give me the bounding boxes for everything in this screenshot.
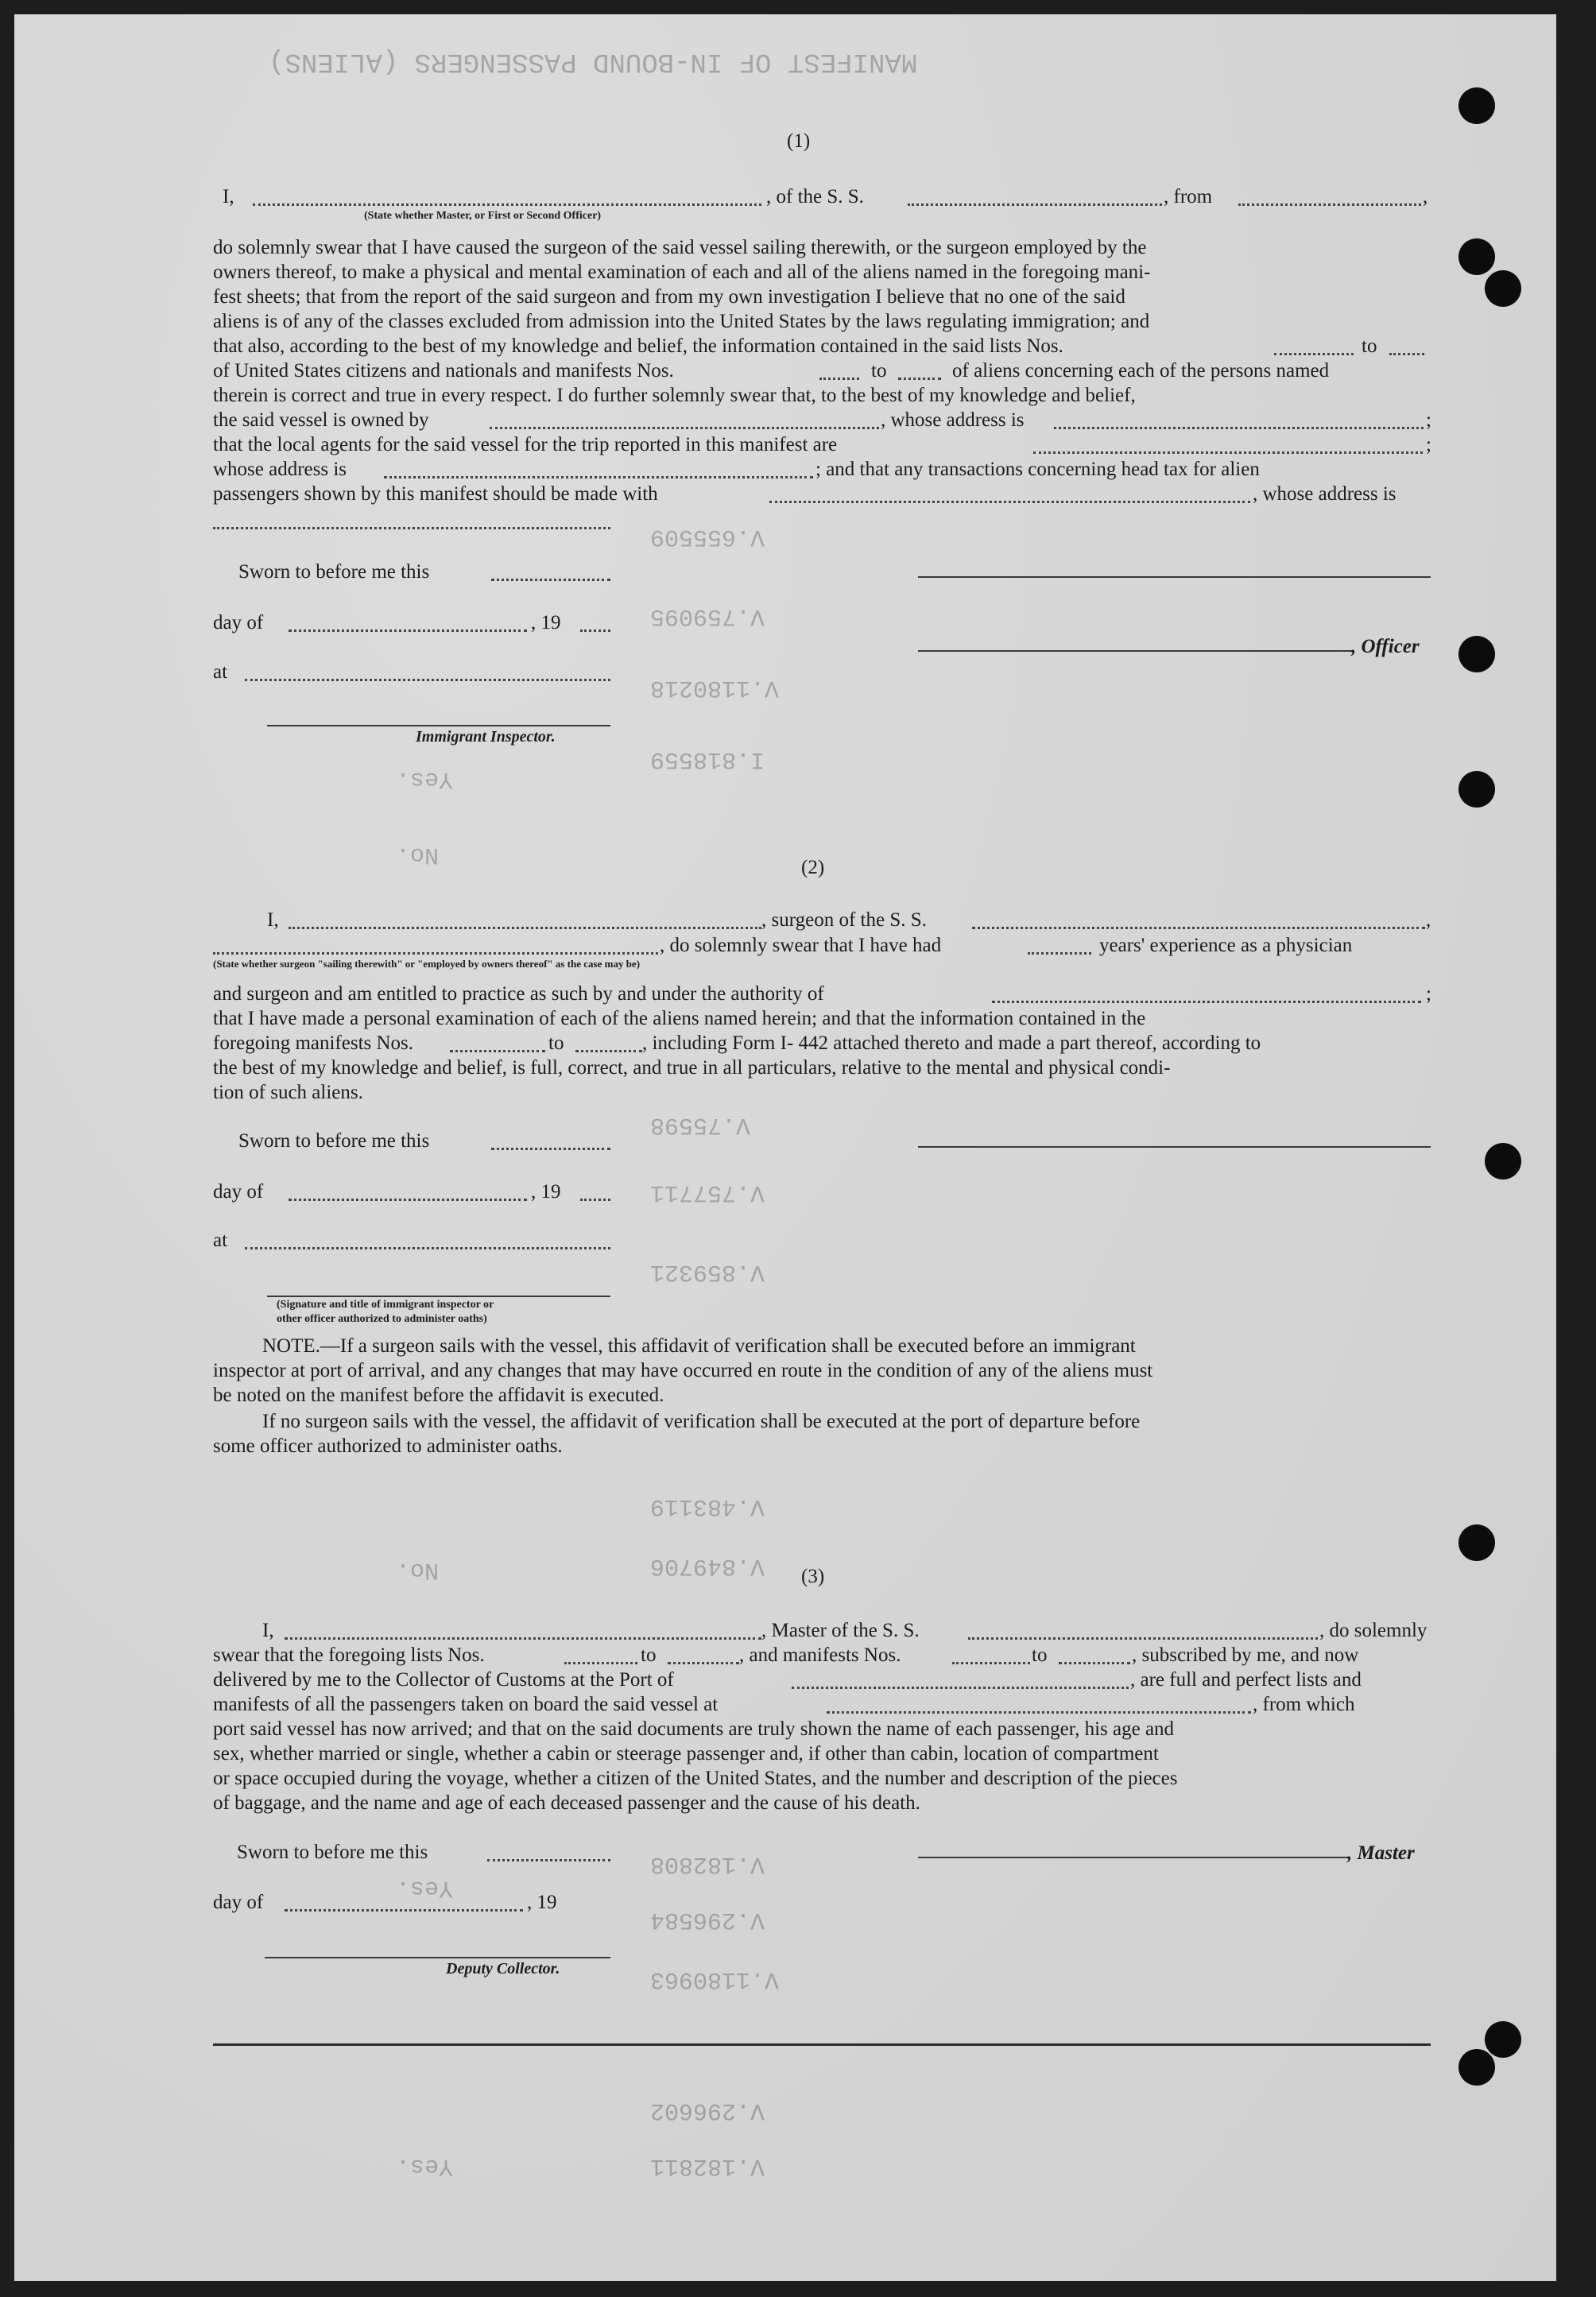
punch-hole xyxy=(1458,1524,1495,1561)
note-text: If no surgeon sails with the vessel, the affidavit of verification shall be executed at the port of departure before xyxy=(262,1411,1141,1432)
blank-field xyxy=(245,1247,610,1249)
blank-field xyxy=(253,203,761,206)
bleed-through-text: Yes. xyxy=(396,1874,454,1901)
blank-field xyxy=(490,427,879,429)
form-text: , xyxy=(1426,909,1431,931)
blank-field xyxy=(968,1637,1318,1640)
form-text: the said vessel is owned by xyxy=(213,409,429,431)
form-text: fest sheets; that from the report of the said surgeon and from my own investigation I believe that no one of the said xyxy=(213,286,1125,308)
manifest-page xyxy=(14,14,1556,2281)
blank-field xyxy=(285,1909,523,1912)
form-text: manifests of all the passengers taken on board the said vessel at xyxy=(213,1694,719,1715)
blank-field xyxy=(384,476,813,478)
form-text: , do solemnly swear that I have had xyxy=(660,935,942,956)
signature-note: (Signature and title of immigrant inspector or xyxy=(277,1299,494,1311)
blank-field xyxy=(1389,353,1424,355)
form-text: to xyxy=(641,1644,657,1666)
blank-field xyxy=(289,629,527,632)
form-text: , including Form I- 442 attached thereto and made a part thereof, according to xyxy=(642,1032,1261,1054)
bleed-through-text: V.655509 xyxy=(650,523,765,550)
punch-hole xyxy=(1485,270,1521,307)
bleed-through-text: V.296602 xyxy=(650,2097,765,2124)
form-text: , of the S. S. xyxy=(766,186,864,207)
blank-field xyxy=(769,501,1250,503)
form-text: , xyxy=(1423,186,1428,207)
blank-field xyxy=(992,1001,1421,1003)
year-label: , 19 xyxy=(531,1181,561,1203)
form-text: , subscribed by me, and now xyxy=(1132,1644,1359,1666)
blank-field xyxy=(952,1662,1030,1664)
signature-line xyxy=(267,725,610,726)
form-text: delivered by me to the Collector of Customs at the Port of xyxy=(213,1669,674,1691)
signature-note: other officer authorized to administer oaths) xyxy=(277,1313,487,1325)
bleed-through-text: I.818559 xyxy=(650,746,765,773)
form-text: , are full and perfect lists and xyxy=(1130,1669,1362,1691)
signature-line xyxy=(918,1146,1431,1148)
form-text: , from which xyxy=(1253,1694,1355,1715)
form-text: , surgeon of the S. S. xyxy=(761,909,927,931)
officer-label: , Officer xyxy=(1351,636,1420,657)
blank-field xyxy=(898,378,941,380)
form-text: that I have made a personal examination of each of the aliens named herein; and that the information contained in the xyxy=(213,1008,1146,1029)
form-text: , Master of the S. S. xyxy=(761,1620,920,1641)
signature-line xyxy=(918,650,1351,652)
blank-field xyxy=(827,1711,1251,1714)
punch-hole xyxy=(1458,771,1495,808)
year-label: , 19 xyxy=(527,1892,557,1913)
blank-field xyxy=(1238,203,1421,206)
at-label: at xyxy=(213,1230,228,1251)
bleed-through-text: V.759095 xyxy=(650,602,765,629)
form-text: , from xyxy=(1164,186,1213,207)
form-text: aliens is of any of the classes excluded from admission into the United States by the laws regulating immigration; and xyxy=(213,311,1150,332)
form-text: of United States citizens and nationals and manifests Nos. xyxy=(213,360,674,382)
blank-field xyxy=(450,1050,545,1052)
bleed-through-text: V.849706 xyxy=(650,1552,765,1579)
bleed-through-text: No. xyxy=(396,1556,440,1583)
form-text: do solemnly swear that I have caused the surgeon of the said vessel sailing therewith, or the surgeon employed by the xyxy=(213,237,1147,258)
signature-line xyxy=(265,1957,610,1958)
form-text: foregoing manifests Nos. xyxy=(213,1032,414,1054)
form-text: , whose address is xyxy=(1253,483,1396,505)
form-text: , whose address is xyxy=(881,409,1025,431)
section-number: (2) xyxy=(801,857,825,878)
blank-field xyxy=(972,927,1425,929)
blank-field xyxy=(1274,353,1354,355)
year-label: , 19 xyxy=(531,612,561,633)
form-text: sex, whether married or single, whether a cabin or steerage passenger and, if other than cabin, location of compartment xyxy=(213,1743,1159,1764)
blank-field xyxy=(491,1148,610,1150)
section-number: (3) xyxy=(801,1566,825,1587)
sworn-label: Sworn to before me this xyxy=(238,1130,430,1152)
form-text: I, xyxy=(223,186,234,207)
bleed-through-text: V.182811 xyxy=(650,2152,765,2179)
bleed-through-text: V.75598 xyxy=(650,1111,751,1138)
bleed-through-text: V.1180963 xyxy=(650,1966,780,1993)
blank-field xyxy=(1028,952,1091,955)
blank-field xyxy=(487,1859,610,1861)
punch-hole xyxy=(1458,87,1495,124)
form-text: to xyxy=(871,360,887,382)
signature-line xyxy=(267,1296,610,1297)
day-label: day of xyxy=(213,1892,264,1913)
form-text: of aliens concerning each of the persons named xyxy=(952,360,1330,382)
sworn-label: Sworn to before me this xyxy=(238,561,430,583)
form-text: or space occupied during the voyage, whether a citizen of the United States, and the number and description of the pieces xyxy=(213,1768,1178,1789)
blank-field xyxy=(908,203,1162,206)
form-text: years' experience as a physician xyxy=(1099,935,1353,956)
blank-field xyxy=(289,1199,527,1201)
blank-field xyxy=(491,579,610,581)
blank-field xyxy=(580,1199,610,1201)
note-text: some officer authorized to administer oaths. xyxy=(213,1435,563,1457)
blank-field xyxy=(564,1662,637,1664)
form-text: that the local agents for the said vessel for the trip reported in this manifest are xyxy=(213,434,838,455)
at-label: at xyxy=(213,661,228,683)
form-text: ; and that any transactions concerning head tax for alien xyxy=(815,459,1260,480)
signature-line xyxy=(918,1857,1347,1858)
page-bottom-rule xyxy=(213,2043,1431,2046)
collector-label: Deputy Collector. xyxy=(446,1960,560,1977)
bleed-through-text: Yes. xyxy=(396,765,454,792)
form-text: to xyxy=(1362,335,1377,357)
day-label: day of xyxy=(213,612,264,633)
bleed-through-text: MANIFEST OF IN-BOUND PASSENGERS (ALIENS) xyxy=(269,46,918,76)
form-text: owners thereof, to make a physical and mental examination of each and all of the aliens named in the foregoing mani- xyxy=(213,261,1151,283)
bleed-through-text: V.757711 xyxy=(650,1179,765,1206)
form-text: to xyxy=(1032,1644,1048,1666)
form-text: passengers shown by this manifest should be made with xyxy=(213,483,658,505)
punch-hole xyxy=(1458,636,1495,672)
blank-field xyxy=(819,378,859,380)
form-text: I, xyxy=(262,1620,274,1641)
day-label: day of xyxy=(213,1181,264,1203)
blank-field xyxy=(575,1050,642,1052)
blank-field xyxy=(1033,451,1423,454)
form-text: ; xyxy=(1426,409,1431,431)
bleed-through-text: Yes. xyxy=(396,2152,454,2179)
note-text: be noted on the manifest before the affidavit is executed. xyxy=(213,1385,664,1406)
punch-hole xyxy=(1485,2021,1521,2058)
form-text: , and manifests Nos. xyxy=(739,1644,901,1666)
form-text: swear that the foregoing lists Nos. xyxy=(213,1644,485,1666)
note-text: NOTE.—If a surgeon sails with the vessel, this affidavit of verification shall be executed before an immigrant xyxy=(262,1335,1136,1357)
punch-hole xyxy=(1458,2049,1495,2086)
form-text: ; xyxy=(1426,434,1431,455)
form-text: whose address is xyxy=(213,459,347,480)
section-number: (1) xyxy=(787,130,811,152)
form-text: I, xyxy=(267,909,279,931)
form-text: , do solemnly xyxy=(1319,1620,1427,1641)
form-text: port said vessel has now arrived; and that on the said documents are truly shown the name of each passenger, his age and xyxy=(213,1718,1175,1740)
form-text: ; xyxy=(1426,983,1431,1005)
signature-line xyxy=(918,576,1431,578)
master-label: , Master xyxy=(1347,1842,1415,1864)
bleed-through-text: V.859321 xyxy=(650,1258,765,1285)
note-text: inspector at port of arrival, and any changes that may have occurred en route in the condition of any of the aliens must xyxy=(213,1360,1153,1381)
form-text: and surgeon and am entitled to practice as such by and under the authority of xyxy=(213,983,824,1005)
bleed-through-text: V.483119 xyxy=(650,1493,765,1520)
blank-field xyxy=(245,679,610,681)
sworn-label: Sworn to before me this xyxy=(237,1842,428,1863)
bleed-through-text: V.1180218 xyxy=(650,674,780,701)
blank-field xyxy=(1059,1662,1130,1664)
form-text: the best of my knowledge and belief, is full, correct, and true in all particulars, relative to the mental and physical condi- xyxy=(213,1057,1171,1079)
blank-field xyxy=(285,1637,761,1640)
blank-field xyxy=(289,927,761,929)
bleed-through-text: No. xyxy=(396,841,440,868)
form-text: to xyxy=(548,1032,564,1054)
blank-field xyxy=(792,1687,1129,1689)
blank-field xyxy=(213,952,658,955)
blank-field xyxy=(580,629,610,632)
form-text: tion of such aliens. xyxy=(213,1082,363,1103)
blank-field xyxy=(213,527,610,529)
form-text: that also, according to the best of my knowledge and belief, the information contained in the said lists Nos. xyxy=(213,335,1063,357)
punch-hole xyxy=(1485,1143,1521,1179)
form-text: of baggage, and the name and age of each deceased passenger and the cause of his death. xyxy=(213,1792,920,1814)
inspector-label: Immigrant Inspector. xyxy=(416,728,556,746)
blank-field xyxy=(668,1662,739,1664)
blank-field xyxy=(1054,427,1424,429)
punch-hole xyxy=(1458,238,1495,275)
bleed-through-text: V.296584 xyxy=(650,1906,765,1933)
bleed-through-text: V.182808 xyxy=(650,1850,765,1877)
form-text: therein is correct and true in every respect. I do further solemnly swear that, to the best of my knowledge and belief, xyxy=(213,385,1136,406)
field-note: (State whether Master, or First or Second Officer) xyxy=(364,210,602,222)
field-note: (State whether surgeon "sailing therewith" or "employed by owners thereof" as the case may be) xyxy=(213,958,641,970)
